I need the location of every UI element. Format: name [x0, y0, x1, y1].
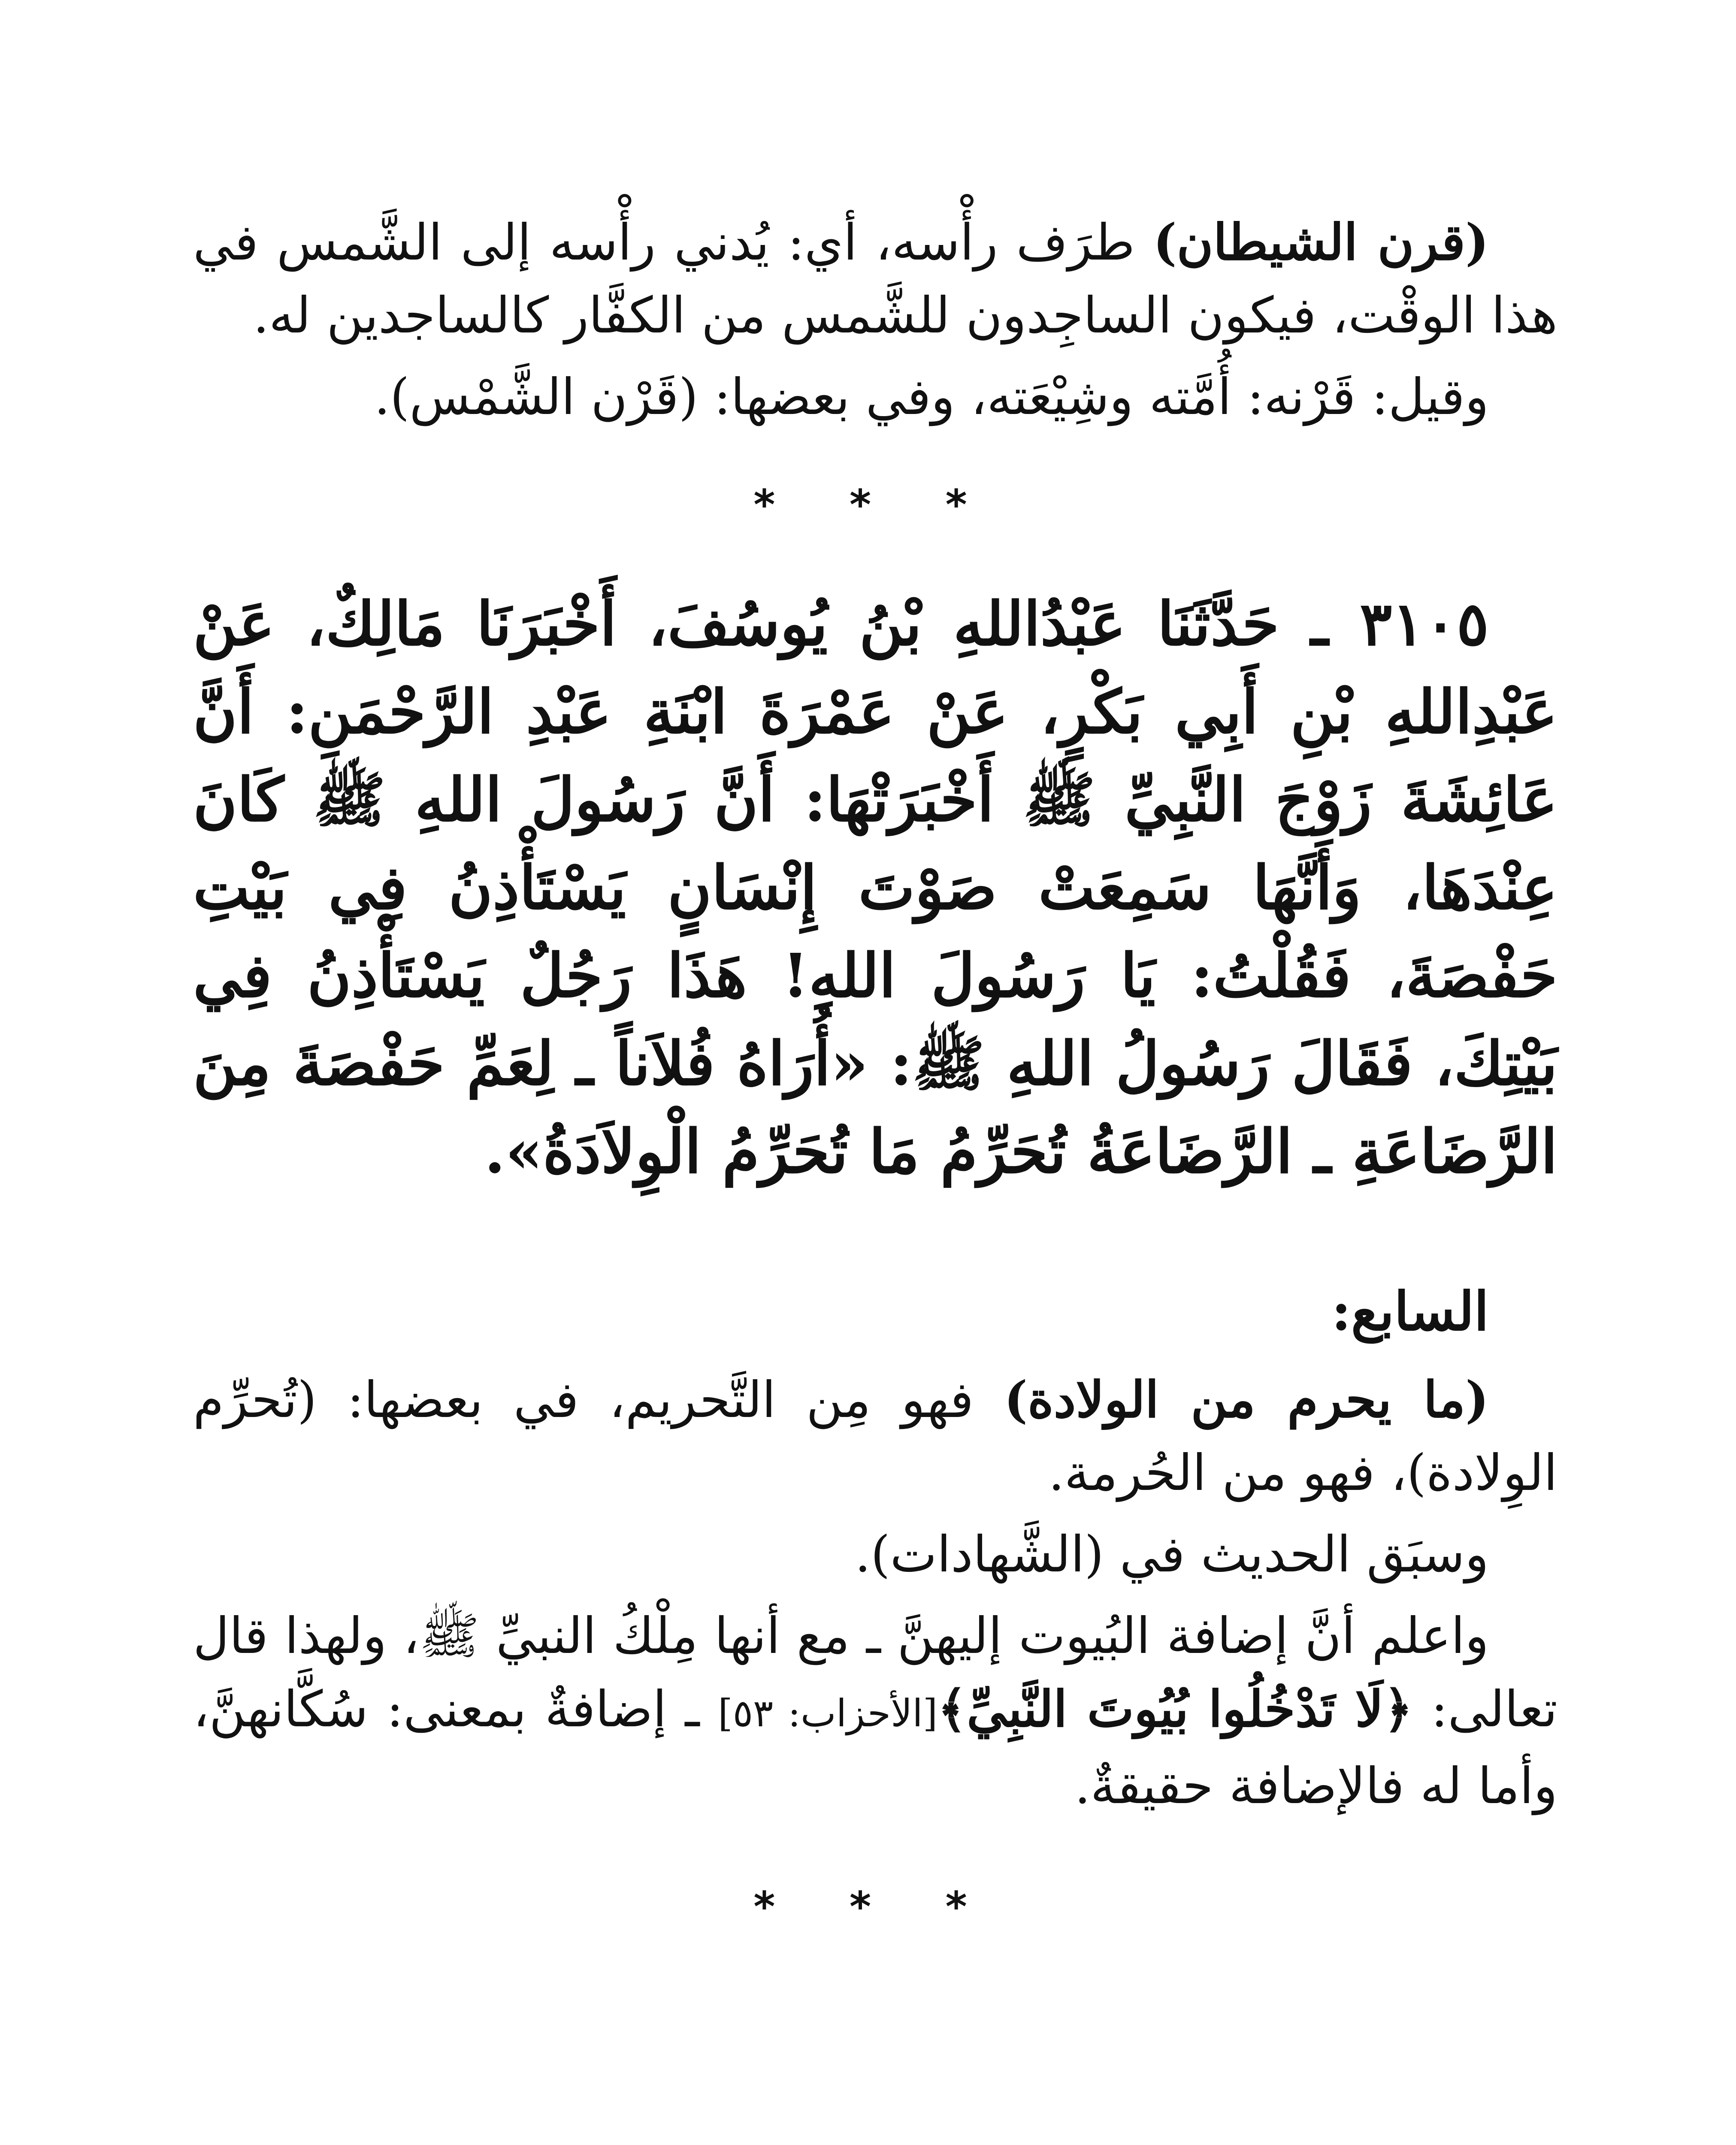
commentary-paragraph: وقيل: قَرْنه: أُمَّته وشِيْعَته، وفي بعضها: (قَرْن الشَّمْس).	[374, 368, 1489, 426]
commentary-text: واعلم أنَّ إضافة البُيوت إليهنَّ ـ مع أنها مِلْكُ النبيِّ ﷺ، ولهذا قال تعالى:	[193, 1607, 1558, 1738]
page-body	[193, 206, 1558, 1931]
commentary-text: طرَف رأْسه، أي: يُدني رأْسه إلى الشَّمس في هذا الوقْت، فيكون الساجِدون للشَّمس من الكفَّار كالساجدين له.	[193, 214, 1558, 344]
commentary-paragraph	[193, 206, 1558, 352]
section-separator: * * *	[753, 481, 997, 529]
term-quote: (قرن الشيطان)	[1153, 213, 1489, 272]
commentary-text: فهو مِن التَّحريم، في بعضها: (تُحرِّم الوِلادة)، فهو من الحُرمة.	[193, 1371, 1558, 1502]
commentary-text: ـ إضافةٌ بمعنى: سُكَّانهنَّ، وأما له فالإضافة حقيقةٌ.	[193, 1680, 1558, 1815]
hadith-text: ٣١٠٥ ـ حَدَّثَنَا عَبْدُاللهِ بْنُ يُوسُفَ، أَخْبَرَنَا مَالِكٌ، عَنْ عَبْدِاللهِ بْنِ أَبِي بَكْرٍ، عَنْ عَمْرَةَ ابْنَةِ عَبْدِ الرَّحْمَنِ: أَنَّ عَائِشَةَ زَوْجَ النَّبِيِّ ﷺ أَخْبَرَتْهَا: أَنَّ رَسُولَ اللهِ ﷺ كَانَ عِنْدَهَا، وَأَنَّهَا سَمِعَتْ صَوْتَ إِنْسَانٍ يَسْتَأْذِنُ فِي بَيْتِ حَفْصَةَ، فَقُلْتُ: يَا رَسُولَ اللهِ! هَذَا رَجُلٌ يَسْتَأْذِنُ فِي بَيْتِكَ، فَقَالَ رَسُولُ اللهِ ﷺ: «أُرَاهُ فُلاَناً ـ لِعَمِّ حَفْصَةَ مِنَ الرَّضَاعَةِ ـ الرَّضَاعَةُ تُحَرِّمُ مَا تُحَرِّمُ الْوِلاَدَةُ».	[193, 589, 1558, 1187]
section-separator: * * *	[753, 1883, 997, 1931]
term-quote: (ما يحرم من الولادة)	[1004, 1371, 1489, 1429]
commentary-paragraph	[193, 1363, 1558, 1510]
commentary-paragraph: وسبَق الحديث في (الشَّهادات).	[855, 1526, 1489, 1583]
verse-reference: [الأحزاب: ٥٣]	[718, 1691, 938, 1735]
commentary-paragraph	[193, 1600, 1558, 1823]
quran-verse: ﴿لَا تَدْخُلُوا بُيُوتَ النَّبِيِّ﴾	[938, 1680, 1413, 1738]
section-heading: السابع:	[1331, 1281, 1489, 1343]
